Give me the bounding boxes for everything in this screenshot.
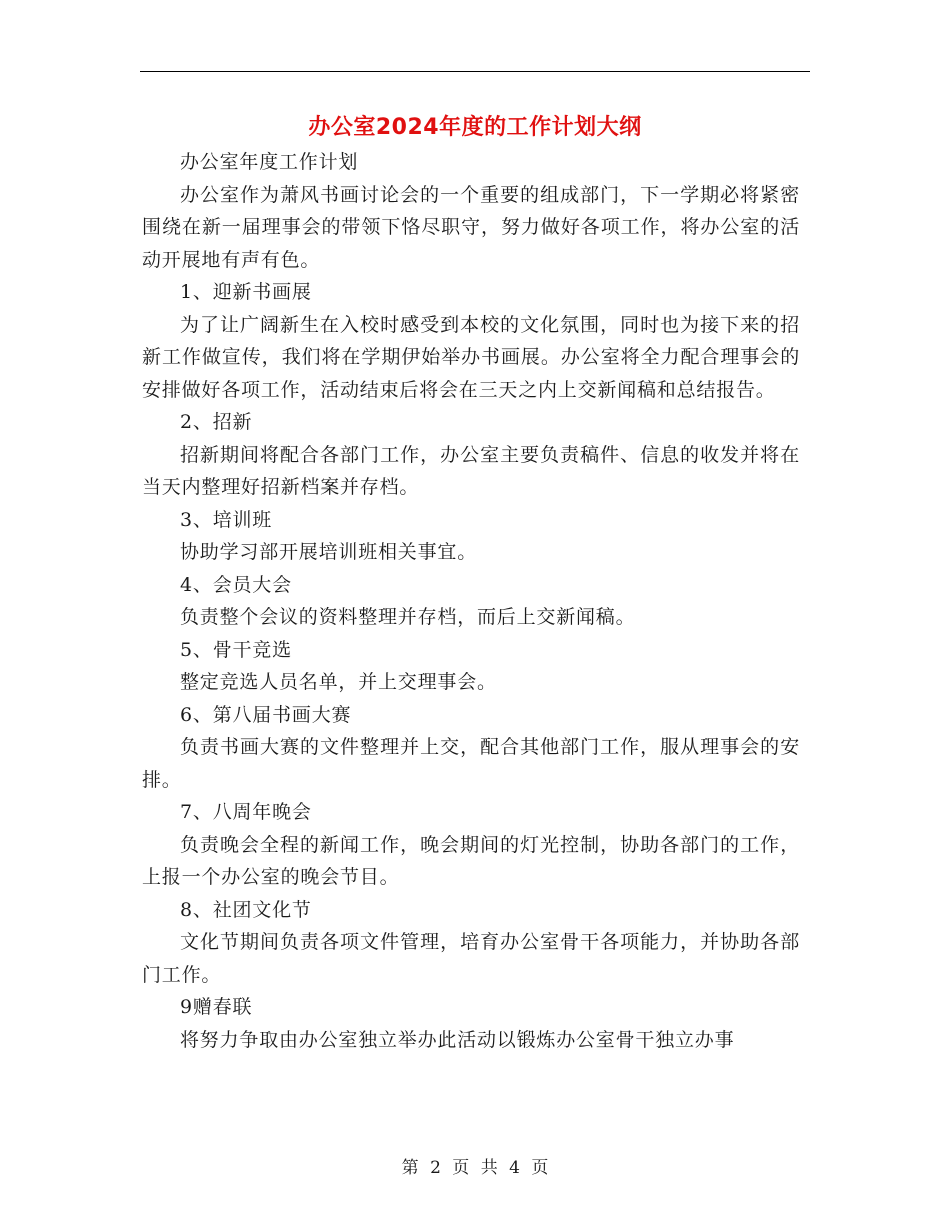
section-heading: 2、招新 [180, 411, 253, 433]
paragraph: 将努力争取由办公室独立举办此活动以锻炼办公室骨干独立办事 [180, 1028, 735, 1051]
paragraph: 招新期间将配合各部门工作，办公室主要负责稿件、信息的收发并将在当天内整理好招新档案并存档。 [142, 443, 800, 498]
document-title: 办公室2024年度的工作计划大纲 [308, 115, 642, 140]
paragraph: 文化节期间负责各项文件管理，培育办公室骨干各项能力，并协助各部门工作。 [142, 931, 800, 986]
document-body [142, 146, 800, 1056]
paragraph: 办公室年度工作计划 [180, 151, 359, 173]
paragraph: 整定竞选人员名单，并上交理事会。 [180, 671, 497, 693]
paragraph: 负责书画大赛的文件整理并上交，配合其他部门工作，服从理事会的安排。 [142, 736, 800, 791]
paragraph: 办公室作为萧风书画讨论会的一个重要的组成部门，下一学期必将紧密围绕在新一届理事会的带领下恪尽职守，努力做好各项工作，将办公室的活动开展地有声有色。 [142, 183, 800, 271]
section-heading: 1、迎新书画展 [180, 281, 312, 303]
section-heading: 5、骨干竞选 [180, 638, 292, 661]
section-heading: 6、第八届书画大赛 [180, 703, 352, 726]
section-heading: 7、八周年晚会 [180, 801, 312, 823]
section-heading: 8、社团文化节 [180, 898, 312, 921]
section-heading: 3、培训班 [180, 508, 273, 531]
paragraph: 为了让广阔新生在入校时感受到本校的文化氛围，同时也为接下来的招新工作做宣传，我们将在学期伊始举办书画展。办公室将全力配合理事会的安排做好各项工作，活动结束后将会在三天之内上交新闻稿和总结报告。 [142, 313, 800, 401]
header-rule [140, 71, 810, 72]
section-heading: 4、会员大会 [180, 573, 292, 596]
page-number: 第 2 页 共 4 页 [401, 1158, 549, 1178]
section-heading: 9赠春联 [180, 996, 253, 1018]
paragraph: 负责晚会全程的新闻工作，晚会期间的灯光控制，协助各部门的工作，上报一个办公室的晚会节目。 [142, 833, 800, 888]
paragraph: 协助学习部开展培训班相关事宜。 [180, 541, 478, 563]
paragraph: 负责整个会议的资料整理并存档，而后上交新闻稿。 [180, 606, 636, 628]
